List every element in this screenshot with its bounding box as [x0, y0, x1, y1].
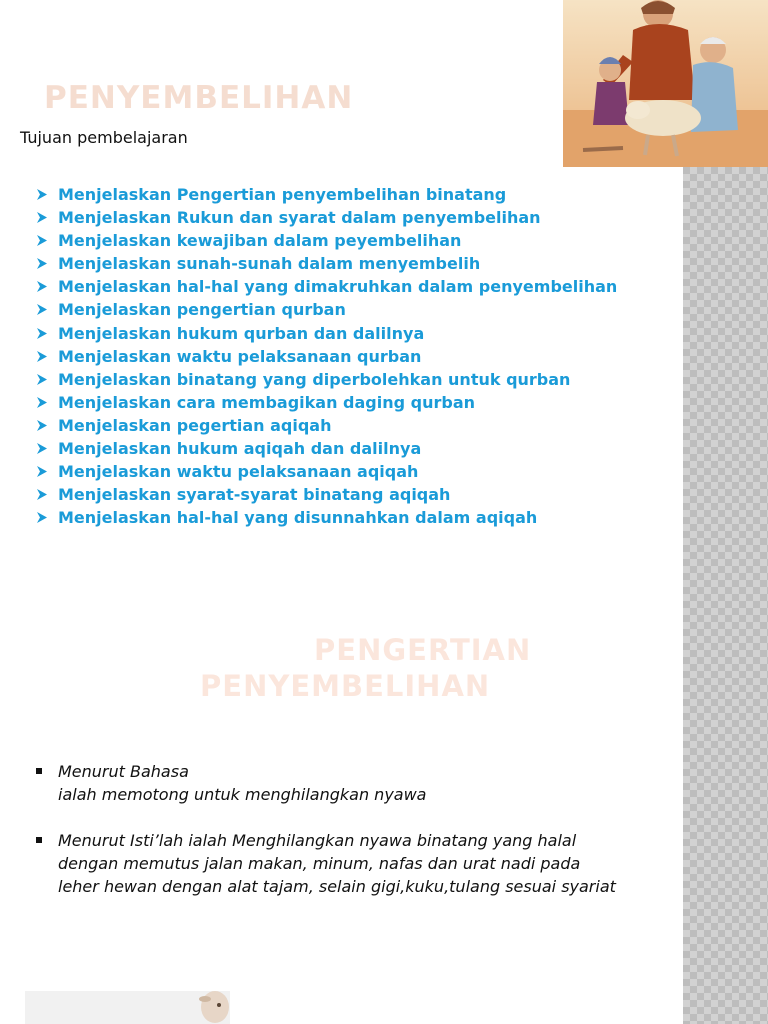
objective-text: Menjelaskan pegertian aqiqah	[58, 415, 332, 435]
square-bullet-icon	[36, 837, 42, 843]
list-item	[36, 760, 676, 806]
slide-title: PENYEMBELIHAN	[44, 80, 354, 116]
objective-text: Menjelaskan sunah-sunah dalam menyembelih	[58, 254, 481, 274]
list-item	[34, 506, 617, 529]
list-item	[34, 368, 617, 391]
objective-text: Menjelaskan hukum aqiqah dan dalilnya	[58, 439, 422, 459]
objective-text: Menjelaskan waktu pelaksanaan qurban	[58, 346, 422, 366]
objective-text: Menjelaskan cara membagikan daging qurban	[58, 392, 475, 412]
list-item	[34, 391, 617, 414]
istilah-line: dengan memutus jalan makan, minum, nafas dan urat nadi pada	[58, 854, 581, 873]
arrow-bullet-icon	[34, 414, 50, 437]
arrow-bullet-icon	[34, 391, 50, 414]
bahasa-text: ialah memotong untuk menghilangkan nyawa	[58, 785, 427, 804]
list-item	[34, 229, 617, 252]
objective-text: Menjelaskan Rukun dan syarat dalam penyembelihan	[58, 208, 541, 228]
definitions-list	[36, 760, 676, 898]
slaughter-illustration	[563, 0, 768, 167]
section-title	[200, 632, 640, 704]
arrow-bullet-icon	[34, 368, 50, 391]
arrow-bullet-icon	[34, 298, 50, 321]
arrow-bullet-icon	[34, 275, 50, 298]
objective-text: Menjelaskan hal-hal yang dimakruhkan dalam penyembelihan	[58, 277, 618, 297]
section-title-line1: PENGERTIAN	[314, 633, 532, 667]
list-item	[34, 414, 617, 437]
list-item	[34, 460, 617, 483]
objective-text: Menjelaskan binatang yang diperbolehkan untuk qurban	[58, 369, 571, 389]
arrow-bullet-icon	[34, 206, 50, 229]
slide-subtitle: Tujuan pembelajaran	[20, 128, 188, 147]
list-item	[34, 298, 617, 321]
arrow-bullet-icon	[34, 229, 50, 252]
arrow-bullet-icon	[34, 437, 50, 460]
list-item	[34, 183, 617, 206]
objective-text: Menjelaskan syarat-syarat binatang aqiqah	[58, 485, 451, 505]
bahasa-label: Menurut Bahasa	[58, 762, 189, 781]
objective-text: Menjelaskan hal-hal yang disunnahkan dalam aqiqah	[58, 508, 538, 528]
arrow-bullet-icon	[34, 345, 50, 368]
istilah-line: Menurut Isti’lah ialah Menghilangkan nyawa binatang yang halal	[58, 831, 577, 850]
square-bullet-icon	[36, 768, 42, 774]
istilah-line: leher hewan dengan alat tajam, selain gigi,kuku,tulang sesuai syariat	[58, 877, 616, 896]
arrow-bullet-icon	[34, 460, 50, 483]
objective-text: Menjelaskan hukum qurban dan dalilnya	[58, 323, 425, 343]
arrow-bullet-icon	[34, 322, 50, 345]
section-title-line2: PENYEMBELIHAN	[200, 669, 491, 703]
list-item	[34, 206, 617, 229]
list-item	[34, 483, 617, 506]
objective-text: Menjelaskan Pengertian penyembelihan binatang	[58, 185, 507, 204]
objective-text: Menjelaskan kewajiban dalam peyembelihan	[58, 231, 462, 251]
list-item	[34, 275, 617, 298]
animal-image	[25, 991, 230, 1024]
arrow-bullet-icon	[34, 506, 50, 529]
arrow-bullet-icon	[34, 183, 50, 206]
list-item	[34, 437, 617, 460]
list-item	[34, 322, 617, 345]
side-pattern-strip	[683, 167, 768, 1024]
list-item	[34, 345, 617, 368]
arrow-bullet-icon	[34, 252, 50, 275]
objectives-list	[34, 183, 617, 529]
list-item	[36, 829, 676, 898]
arrow-bullet-icon	[34, 483, 50, 506]
objective-text: Menjelaskan waktu pelaksanaan aqiqah	[58, 462, 419, 482]
objective-text: Menjelaskan pengertian qurban	[58, 300, 346, 320]
list-item	[34, 252, 617, 275]
